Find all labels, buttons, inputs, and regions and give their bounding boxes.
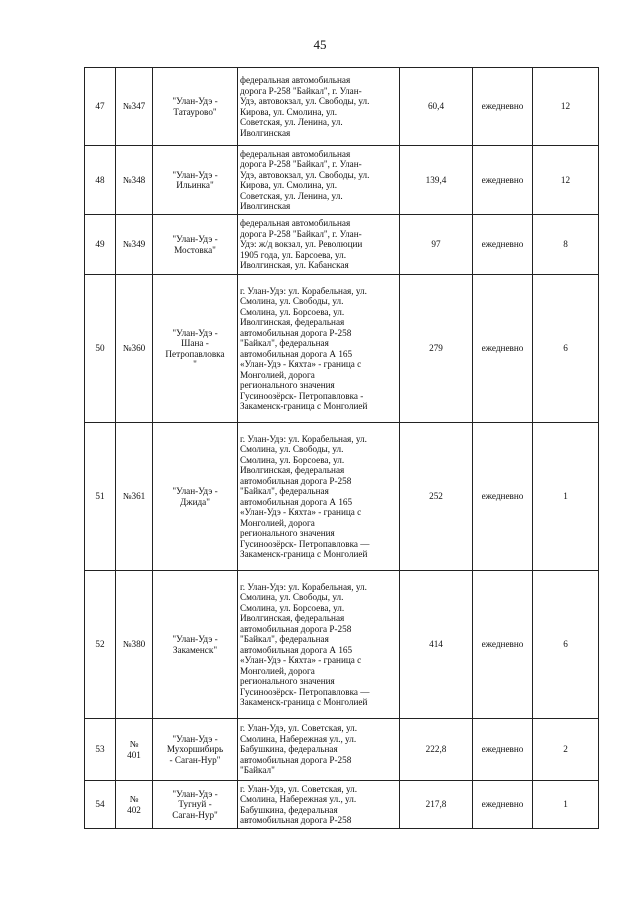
route-length-cell (400, 423, 473, 571)
trip-count: 1 (563, 491, 568, 502)
route-code-cell (116, 215, 153, 275)
route-frequency-cell (473, 68, 533, 146)
table-row (85, 571, 599, 719)
route-name: "Улан-Удэ - Шана - Петропавловка " (165, 327, 225, 369)
route-length: 252 (429, 491, 443, 502)
route-frequency: ежедневно (481, 239, 524, 250)
route-path: г. Улан-Удэ, ул. Советская, ул. Смолина, Набережная ул., ул. Бабушкина, федеральная автомобильная дорога Р-258 (240, 783, 358, 825)
route-name: "Улан-Удэ - Закаменск" (172, 634, 218, 655)
route-code: №349 (122, 239, 146, 250)
trip-count: 12 (560, 174, 571, 185)
route-frequency-cell (473, 215, 533, 275)
route-frequency: ежедневно (481, 491, 524, 502)
trip-count-cell (533, 275, 599, 423)
route-length: 60,4 (427, 101, 445, 112)
route-frequency: ежедневно (481, 744, 524, 755)
table-row (85, 146, 599, 215)
route-name-cell (153, 781, 238, 829)
route-length-cell (400, 146, 473, 215)
route-path-cell (238, 423, 400, 571)
trip-count-cell (533, 215, 599, 275)
routes-table (84, 67, 599, 829)
route-name: "Улан-Удэ - Джида" (172, 486, 218, 507)
route-path-cell (238, 275, 400, 423)
route-code-cell (116, 68, 153, 146)
trip-count-cell (533, 146, 599, 215)
routes-table-body (85, 68, 599, 829)
route-code-cell (116, 571, 153, 719)
route-path-cell (238, 146, 400, 215)
route-path: федеральная автомобильная дорога Р-258 "Байкал", г. Улан- Удэ: ж/д вокзал, ул. Революции 1905 года, ул. Барсоева, ул. Иволгинская, ул. Кабанская (240, 218, 363, 271)
route-code: № 402 (127, 794, 141, 815)
route-name: "Улан-Удэ - Мостовка" (172, 234, 218, 255)
route-code-cell (116, 719, 153, 781)
route-length-cell (400, 781, 473, 829)
route-frequency: ежедневно (481, 101, 524, 112)
route-number: 48 (95, 174, 105, 185)
route-path: г. Улан-Удэ: ул. Корабельная, ул. Смолина, ул. Свободы, ул. Смолина, ул. Борсоева, ул. Иволгинская, федеральная автомобильная дорога Р-258 "Байкал", федеральная автомобильная дорога А 165 «Улан-Удэ - Кяхта» - граница с Монголией, дорога регионального значения Гусиноозёрск- Петропавловка - Закаменск-граница с Монголией (240, 285, 368, 411)
route-number: 50 (95, 343, 105, 354)
trip-count-cell (533, 781, 599, 829)
route-code: № 401 (127, 739, 141, 760)
route-length: 217,8 (425, 799, 447, 810)
route-number: 47 (95, 101, 105, 112)
route-name: "Улан-Удэ - Мухоршибирь - Саган-Нур" (166, 733, 224, 765)
route-code-cell (116, 275, 153, 423)
route-name-cell (153, 275, 238, 423)
route-number-cell (85, 215, 116, 275)
route-frequency-cell (473, 719, 533, 781)
route-number-cell (85, 781, 116, 829)
trip-count: 8 (563, 239, 568, 250)
route-length: 97 (431, 239, 441, 250)
route-length: 139,4 (425, 174, 447, 185)
route-code: №380 (122, 639, 146, 650)
route-number: 51 (95, 491, 105, 502)
route-length-cell (400, 275, 473, 423)
table-row (85, 719, 599, 781)
table-row (85, 275, 599, 423)
trip-count: 1 (563, 799, 568, 810)
route-frequency-cell (473, 781, 533, 829)
route-code: №361 (122, 491, 146, 502)
route-path-cell (238, 571, 400, 719)
table-row (85, 215, 599, 275)
route-path: федеральная автомобильная дорога Р-258 "Байкал", г. Улан- Удэ, автовокзал, ул. Свободы, ул. Кирова, ул. Смолина, ул. Советская, ул. Ленина, ул. Иволгинская (240, 148, 370, 211)
route-path-cell (238, 68, 400, 146)
route-path-cell (238, 215, 400, 275)
route-path-cell (238, 719, 400, 781)
route-name-cell (153, 146, 238, 215)
route-path: г. Улан-Удэ: ул. Корабельная, ул. Смолина, ул. Свободы, ул. Смолина, ул. Борсоева, ул. Иволгинская, федеральная автомобильная дорога Р-258 "Байкал", федеральная автомобильная дорога А 165 «Улан-Удэ - Кяхта» - граница с Монголией, дорога регионального значения Гусиноозёрск- Петропавловка — Закаменск-граница с Монголией (240, 581, 370, 707)
route-name-cell (153, 68, 238, 146)
trip-count: 2 (563, 744, 568, 755)
route-frequency: ежедневно (481, 799, 524, 810)
trip-count-cell (533, 719, 599, 781)
route-path: г. Улан-Удэ, ул. Советская, ул. Смолина, Набережная ул., ул. Бабушкина, федеральная автомобильная дорога Р-258 "Байкал" (240, 723, 358, 776)
route-length-cell (400, 68, 473, 146)
route-length: 414 (429, 639, 443, 650)
trip-count-cell (533, 68, 599, 146)
route-path: г. Улан-Удэ: ул. Корабельная, ул. Смолина, ул. Свободы, ул. Смолина, ул. Борсоева, ул. Иволгинская, федеральная автомобильная дорога Р-258 "Байкал", федеральная автомобильная дорога А 165 «Улан-Удэ - Кяхта» - граница с Монголией, дорога регионального значения Гусиноозёрск- Петропавловка — Закаменск-граница с Монголией (240, 433, 370, 559)
route-frequency: ежедневно (481, 343, 524, 354)
route-code: №348 (122, 174, 146, 185)
trip-count-cell (533, 571, 599, 719)
table-row (85, 68, 599, 146)
route-number: 52 (95, 639, 105, 650)
route-length: 279 (429, 343, 443, 354)
table-row (85, 423, 599, 571)
route-name: "Улан-Удэ - Татаурово" (172, 96, 218, 117)
route-number-cell (85, 275, 116, 423)
route-name-cell (153, 719, 238, 781)
route-frequency-cell (473, 146, 533, 215)
route-number: 49 (95, 239, 105, 250)
route-code: №360 (122, 343, 146, 354)
route-length-cell (400, 719, 473, 781)
route-name: "Улан-Удэ - Тугнуй - Саган-Нур" (172, 788, 218, 820)
trip-count: 6 (563, 343, 568, 354)
route-path: федеральная автомобильная дорога Р-258 "Байкал", г. Улан- Удэ, автовокзал, ул. Свободы, ул. Кирова, ул. Смолина, ул. Советская, ул. Ленина, ул. Иволгинская (240, 75, 370, 138)
trip-count: 6 (563, 639, 568, 650)
route-frequency-cell (473, 275, 533, 423)
route-frequency: ежедневно (481, 174, 524, 185)
route-code-cell (116, 423, 153, 571)
route-length: 222,8 (425, 744, 447, 755)
route-length-cell (400, 571, 473, 719)
route-name: "Улан-Удэ - Ильинка" (172, 169, 218, 190)
route-code-cell (116, 146, 153, 215)
route-path-cell (238, 781, 400, 829)
trip-count-cell (533, 423, 599, 571)
route-name-cell (153, 571, 238, 719)
route-frequency-cell (473, 423, 533, 571)
trip-count: 12 (560, 101, 571, 112)
page-number: 45 (313, 37, 327, 52)
route-frequency-cell (473, 571, 533, 719)
route-number-cell (85, 68, 116, 146)
route-length-cell (400, 215, 473, 275)
route-number: 53 (95, 744, 105, 755)
route-number-cell (85, 423, 116, 571)
route-number: 54 (95, 799, 105, 810)
route-frequency: ежедневно (481, 639, 524, 650)
route-name-cell (153, 215, 238, 275)
route-number-cell (85, 146, 116, 215)
route-number-cell (85, 719, 116, 781)
table-row (85, 781, 599, 829)
route-code-cell (116, 781, 153, 829)
route-name-cell (153, 423, 238, 571)
route-code: №347 (122, 101, 146, 112)
route-number-cell (85, 571, 116, 719)
